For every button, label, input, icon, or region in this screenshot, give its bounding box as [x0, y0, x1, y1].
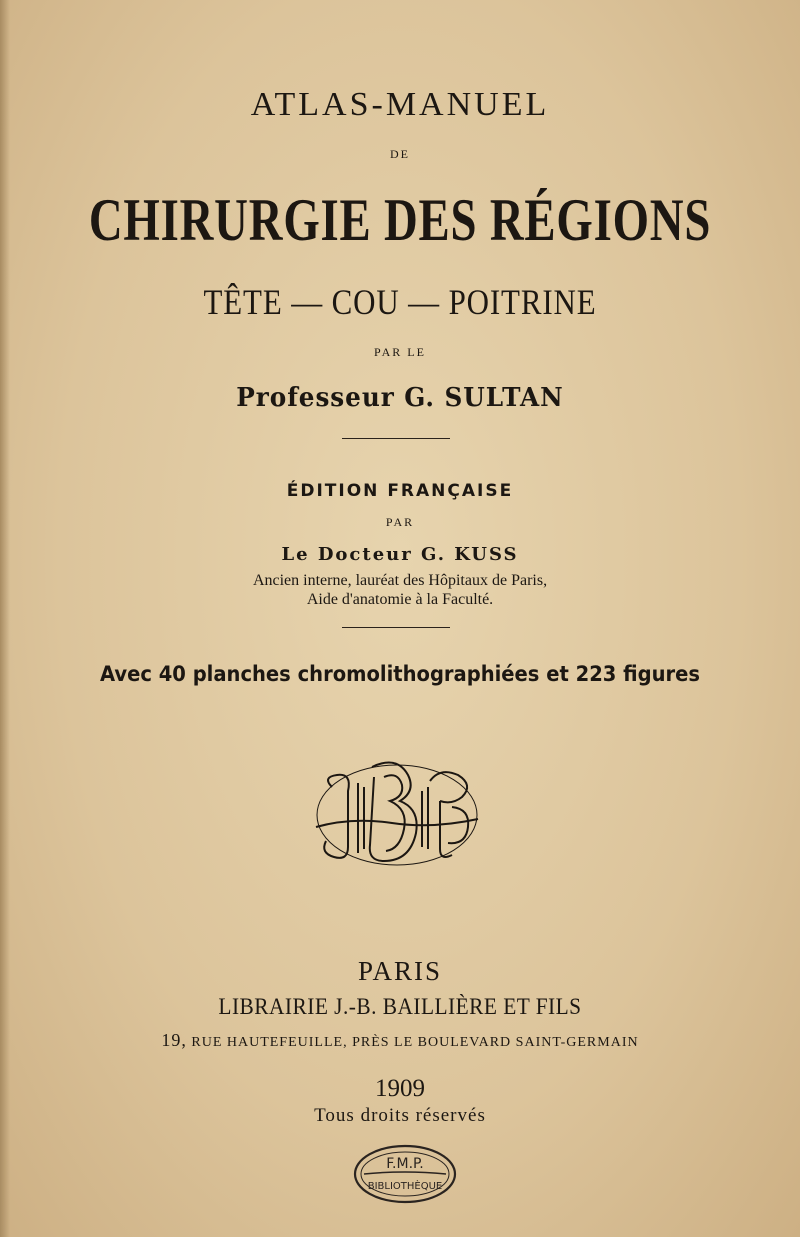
rights-notice: Tous droits réservés [314, 1105, 486, 1126]
edition-label: ÉDITION FRANÇAISE [286, 481, 514, 501]
series-title: ATLAS-MANUEL [250, 86, 550, 123]
stamp-top-text: F.M.P. [386, 1156, 424, 1172]
author-name: Professeur G. SULTAN [236, 383, 564, 413]
address-street: RUE HAUTEFEUILLE, PRÈS LE BOULEVARD SAINT-GERMAIN [191, 1035, 639, 1050]
publisher-name: LIBRAIRIE J.-B. BAILLIÈRE ET FILS [218, 994, 582, 1019]
stamp-bottom-text: BIBLIOTHÈQUE [367, 1181, 443, 1192]
divider-rule [342, 627, 450, 628]
book-title: CHIRURGIE DES RÉGIONS [88, 187, 712, 253]
library-stamp-icon [352, 1143, 458, 1205]
connector-de: DE [390, 147, 410, 161]
address-number: 19, [161, 1030, 187, 1050]
translator-credential: Ancien interne, lauréat des Hôpitaux de Paris, [252, 572, 548, 589]
divider-rule [342, 438, 450, 439]
translator-credential: Aide d'anatomie à la Faculté. [306, 591, 494, 608]
publisher-monogram-icon [312, 757, 482, 869]
book-subtitle: TÊTE — COU — POITRINE [203, 282, 597, 322]
publisher-address [0, 1030, 800, 1051]
connector-par-le: PAR LE [374, 345, 426, 359]
illustrations-note: Avec 40 planches chromolithographiées et 223 figures [99, 662, 701, 686]
publication-year: 1909 [375, 1075, 425, 1102]
connector-par: PAR [385, 515, 415, 529]
translator-name: Le Docteur G. KUSS [281, 544, 519, 565]
publisher-city: PARIS [357, 956, 443, 986]
